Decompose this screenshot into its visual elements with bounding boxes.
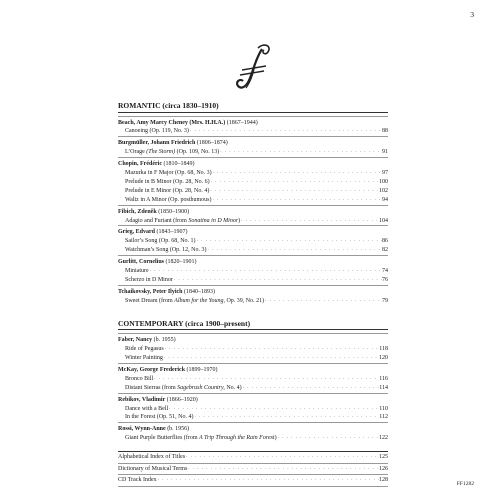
composer-entry: Rossi, Wynn-Anne (b. 1956): [118, 422, 388, 434]
composer-entry: Faber, Nancy (b. 1955): [118, 333, 388, 345]
composer-entry: McKay, George Frederick (1899–1970): [118, 363, 388, 375]
list-item[interactable]: Adagio and Furiant (from Sonatina in D Minor) . . . 104: [118, 217, 388, 226]
list-item[interactable]: Giant Purple Butterflies (from A Trip Through the Rain Forest) . . . 122: [118, 434, 388, 443]
index-item-dictionary[interactable]: Dictionary of Musical Terms . . . 126: [118, 464, 388, 476]
composer-entry: Beach, Amy Marcy Cheney (Mrs. H.H.A.) (1867–1944): [118, 116, 388, 128]
section-title: ROMANTIC (circa 1830–1910): [118, 100, 388, 113]
list-item[interactable]: Ride of Pegasus . . . 118: [118, 345, 388, 354]
composer-entry: Burgmüller, Johann Friedrich (1806–1874): [118, 136, 388, 148]
list-item[interactable]: Sweet Dream (from Album for the Young, Op. 39, No. 21) . . . 79: [118, 297, 388, 306]
list-item[interactable]: Distant Sierras (from Sagebrush Country, No. 4) . . . 114: [118, 384, 388, 393]
list-item[interactable]: L’Orage (The Storm) (Op. 109, No. 13) . . . 91: [118, 148, 388, 157]
list-item[interactable]: Winter Painting . . . 120: [118, 354, 388, 363]
index-list: [118, 451, 388, 487]
list-item[interactable]: Scherzo in D Minor . . . 76: [118, 276, 388, 285]
table-of-contents: [118, 100, 388, 487]
list-item[interactable]: Dance with a Bell . . . 110: [118, 405, 388, 414]
index-item-titles[interactable]: Alphabetical Index of Titles . . . 125: [118, 452, 388, 464]
footer-code: FF1282: [456, 481, 474, 487]
composer-entry: Tchaikovsky, Peter Ilyich (1840–1893): [118, 285, 388, 297]
composer-entry: Chopin, Frédéric (1810–1849): [118, 157, 388, 169]
list-item[interactable]: Bronco Bill . . . 116: [118, 375, 388, 384]
section-romantic: [118, 100, 388, 306]
page-number: 3: [470, 10, 474, 19]
composer-entry: Gurlitt, Cornelius (1820–1901): [118, 255, 388, 267]
list-item[interactable]: Prelude in B Minor (Op. 28, No. 6) . . . 100: [118, 178, 388, 187]
composer-entry: Rebikov, Vladimir (1866–1920): [118, 393, 388, 405]
section-title: CONTEMPORARY (circa 1900–present): [118, 318, 388, 331]
composer-entry: Grieg, Edvard (1843–1907): [118, 225, 388, 237]
list-item[interactable]: Sailor’s Song (Op. 68, No. 1) . . . 86: [118, 237, 388, 246]
list-item[interactable]: Waltz in A Minor (Op. posthumous) . . . 94: [118, 196, 388, 205]
list-item[interactable]: Watchman’s Song (Op. 12, No. 3) . . . 82: [118, 246, 388, 255]
list-item[interactable]: Mazurka in F Major (Op. 68, No. 3) . . . 97: [118, 169, 388, 178]
list-item[interactable]: Miniature . . . 74: [118, 267, 388, 276]
list-item[interactable]: In the Forest (Op. 51, No. 4) . . . 112: [118, 413, 388, 422]
section-contemporary: [118, 318, 388, 443]
list-item[interactable]: Canoeing (Op. 119, No. 3) . . . 88: [118, 127, 388, 136]
index-item-cd-tracks[interactable]: CD Track Index . . . 128: [118, 475, 388, 487]
fleuron-icon: [228, 40, 278, 95]
composer-entry: Fibich, Zdeněk (1850–1900): [118, 205, 388, 217]
list-item[interactable]: Prelude in E Minor (Op. 28, No. 4) . . . 102: [118, 187, 388, 196]
